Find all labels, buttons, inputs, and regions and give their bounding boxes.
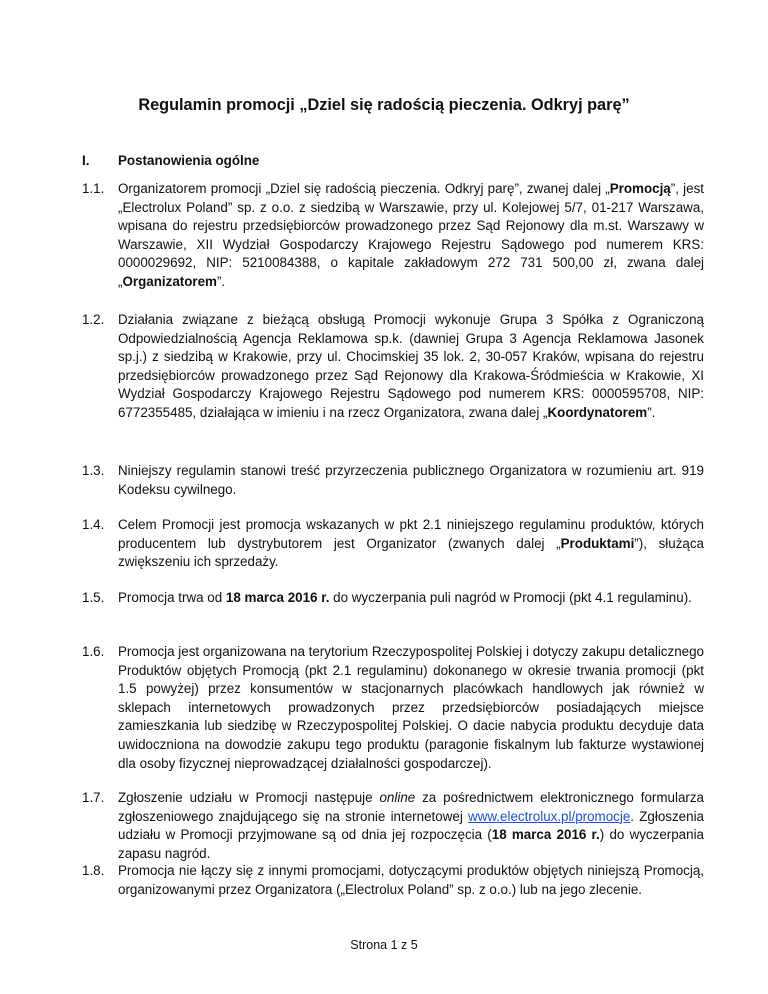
clause-number: 1.5.: [82, 590, 105, 605]
clause-number: 1.3.: [82, 463, 105, 478]
clause-text: [118, 643, 704, 773]
clause-number: 1.6.: [82, 644, 105, 659]
emphasized-term: Koordynatorem: [547, 404, 648, 420]
page-number: Strona 1 z 5: [350, 938, 418, 952]
promo-link[interactable]: www.electrolux.pl/promocje: [468, 808, 631, 824]
clause-text-run: ”, jest „Electrolux Poland” sp. z o.o. z siedzibą w Warszawie, przy ul. Kolejowej 5/7, 01-217 Warszawa, wpisana do rejestru przedsiębiorców prowadzonego przez Sąd Rejonowy dla m.st. Warszawy w Warszawie, XII Wydział Gospodarczy Krajowego Rejestru Sądowego pod numerem KRS: 0000029692, NIP: 5210084388, o kapitale zakładowym 272 731 500,00 zł, zwana dalej „: [118, 181, 704, 289]
clause-text-run: ) do wyczerpania zapasu nagród.: [118, 827, 704, 861]
clause-text-run: Celem Promocji jest promocja wskazanych w pkt 2.1 niniejszego regulaminu produktów, których producentem lub dystrybutorem jest Organizator (zwanych dalej „: [118, 517, 704, 551]
clause-number: 1.7.: [82, 790, 105, 805]
clause-text: [118, 789, 704, 863]
clause-text-run: ”), służąca zwiększeniu ich sprzedaży.: [118, 535, 705, 570]
clause-text: [118, 462, 704, 499]
clause-text: [118, 862, 704, 899]
emphasized-term: 18 marca 2016 r.: [225, 590, 330, 605]
clause-text-run: Promocja jest organizowana na terytorium Rzeczypospolitej Polskiej i dotyczy zakupu detalicznego Produktów objętych Promocją (pkt 2.1 regulaminu) dokonanego w okresie trwania promocji (pkt 1.5 powyżej) przez konsumentów w stacjonarnych placówkach handlowych jak również w sklepach internetowych prowadzonych przez przedsiębiorców posiadających miejsce zamieszkania lub siedzibę w Rzeczypospolitej Polskiej. O dacie nabycia produktu decyduje data uwidoczniona na dowodzie zakupu tego produktu (paragonie fiskalnym lub fakturze wystawionej dla osoby fizycznej nieprowadzącej działalności gospodarczej).: [118, 644, 704, 771]
clause-text-run: Działania związane z bieżącą obsługą Promocji wykonuje Grupa 3 Spółka z Ograniczoną Odpowiedzialnością Agencja Reklamowa sp.k. (dawniej Grupa 3 Agencja Reklamowa Jasonek sp.j.) z siedzibą w Krakowie, przy ul. Chocimskiej 35 lok. 2, 30-057 Kraków, wpisana do rejestru przedsiębiorców prowadzonego przez Sąd Rejonowy dla Krakowa-Śródmieścia w Krakowie, XI Wydział Gospodarczy Krajowego Rejestru Sądowego pod numerem KRS: 0000595708, NIP: 6772355485, działająca w imieniu i na rzecz Organizatora, zwana dalej „: [118, 312, 704, 420]
clause-number: 1.1.: [82, 181, 105, 196]
clause-number: 1.8.: [82, 863, 105, 878]
clause-text-run: do wyczerpania puli nagród w Promocji (pkt 4.1 regulaminu).: [329, 590, 692, 605]
clause-text: [118, 180, 704, 292]
clause-text-run: ”.: [647, 404, 656, 420]
clause-text: [118, 311, 704, 423]
section-title: Postanowienia ogólne: [118, 153, 260, 168]
emphasized-term: Produktami: [560, 535, 635, 551]
clause-number: 1.4.: [82, 517, 105, 532]
clause-text-run: Niniejszy regulamin stanowi treść przyrzeczenia publicznego Organizatora w rozumieniu art. 919 Kodeksu cywilnego.: [118, 463, 704, 497]
clause-text-run: Organizatorem promocji „Dziel się radością pieczenia. Odkryj parę”, zwanej dalej „: [118, 181, 610, 196]
emphasized-term: 18 marca 2016 r.: [491, 827, 600, 843]
clause-text: [118, 589, 704, 608]
document-title: Regulamin promocji „Dziel się radością pieczenia. Odkryj parę”: [138, 96, 630, 114]
emphasized-term: Promocją: [609, 181, 671, 196]
clause-text-run: ”.: [216, 273, 226, 289]
clause-number: 1.2.: [82, 312, 105, 327]
clause-text-run: Zgłoszenie udziału w Promocji następuje: [118, 790, 380, 805]
emphasized-term: Organizatorem: [122, 273, 217, 289]
clause-text-run: Promocja trwa od: [118, 590, 226, 605]
section-number: I.: [82, 153, 90, 168]
clause-text-run: za pośrednictwem elektronicznego formularza zgłoszeniowego znajdującego się na stronie internetowej: [118, 790, 705, 824]
clause-text-run: Promocja nie łączy się z innymi promocjami, dotyczącymi produktów objętych niniejszą Promocją, organizowanymi przez Organizatora („Electrolux Poland” sp. z o.o.) lub na jego zlecenie.: [118, 863, 704, 897]
clause-text-run: . Zgłoszenia udziału w Promocji przyjmowane są od dnia jej rozpoczęcia (: [118, 808, 704, 843]
clause-text: [118, 516, 704, 572]
italic-term: online: [379, 790, 416, 805]
